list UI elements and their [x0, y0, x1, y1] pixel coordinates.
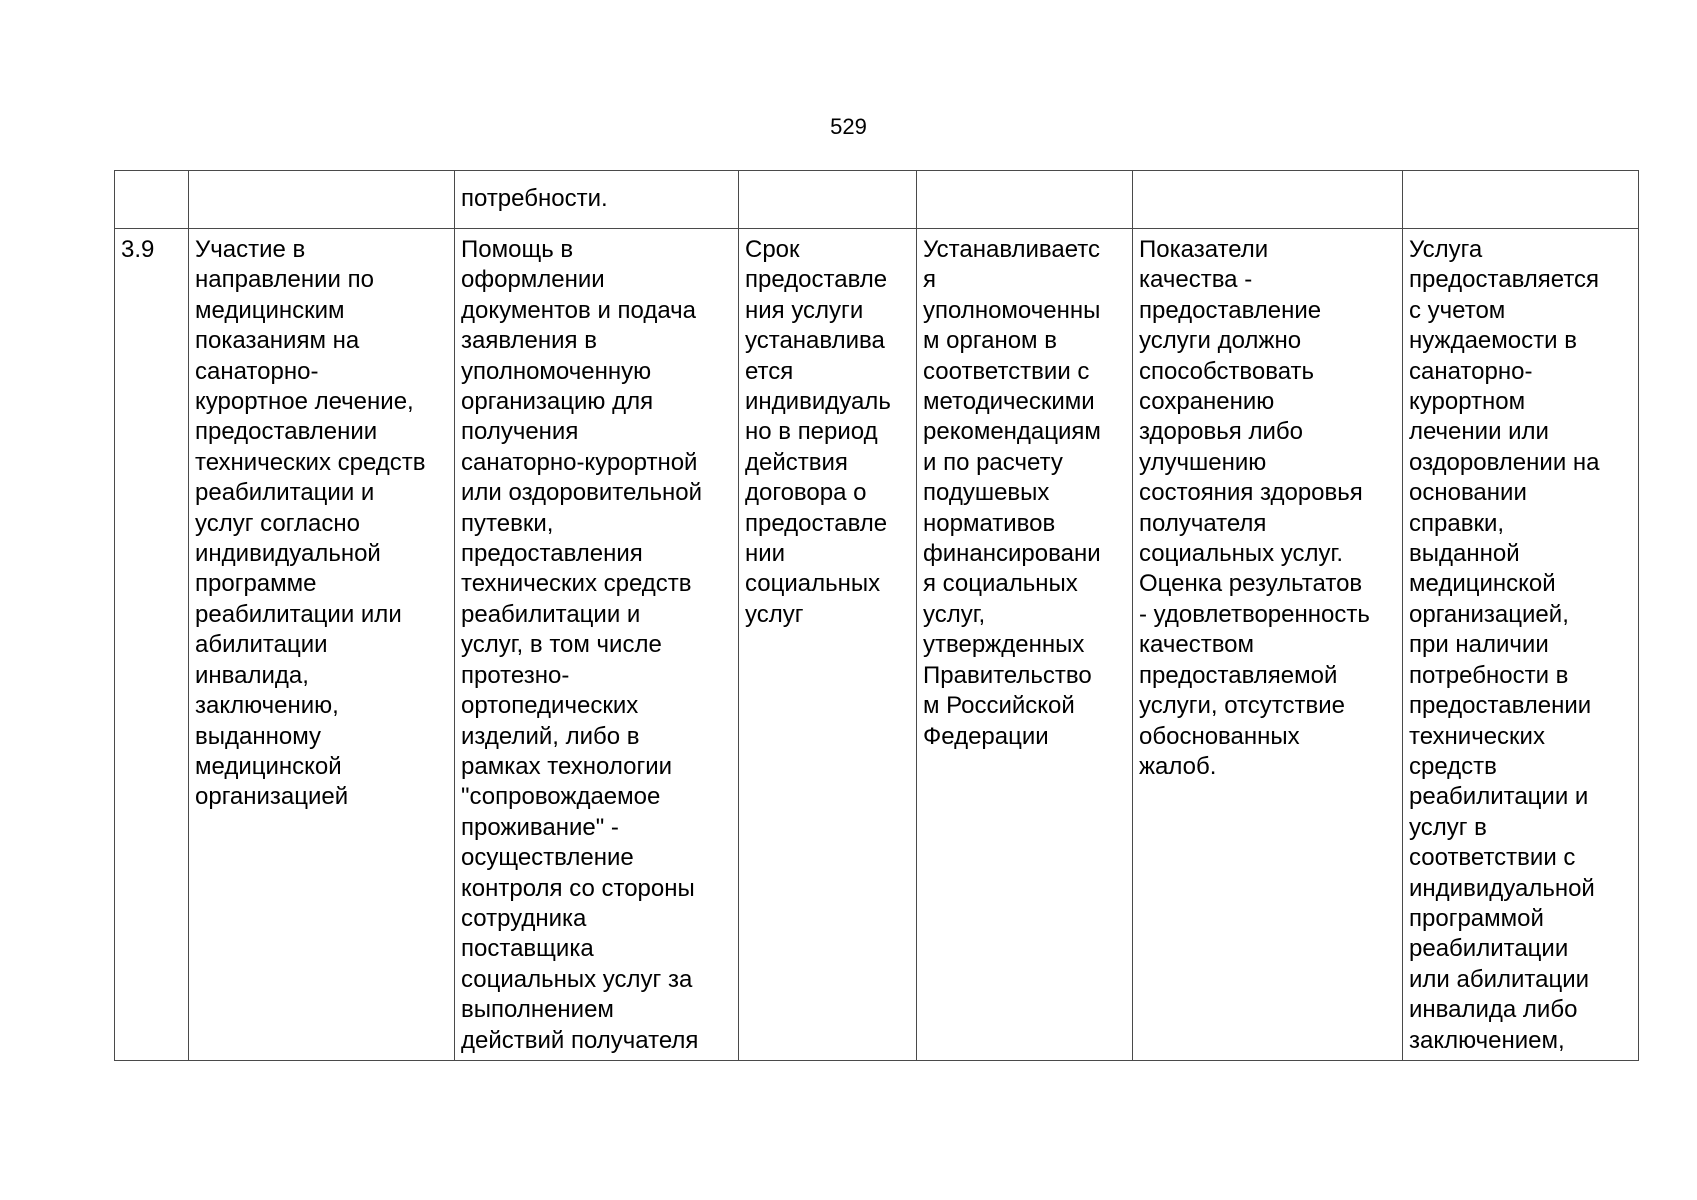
service-description-cell: Помощь в оформлении документов и подача заявления в уполномоченную организацию для получения санаторно-курортной или оздоровительной путевки, предоставления технических средств реабилитации и услуг, в том числе протезно- ортопедических изделий, либо в рамках технологии "сопровождаемое проживание" - осуществление контроля со стороны сотрудника поставщика социальных услуг за выполнением действий получателя: [455, 229, 739, 1061]
service-rate-cell: Устанавливаетс я уполномоченны м органом в соответствии с методическими рекомендациям и по расчету подушевых нормативов финансировани я социальных услуг, утвержденных Правительство м Российской Федерации: [917, 229, 1133, 1061]
table-row: [115, 229, 1639, 1061]
table-cell: [189, 171, 455, 229]
table-cell: потребности.: [455, 171, 739, 229]
service-conditions-cell: Услуга предоставляется с учетом нуждаемости в санаторно- курортном лечении или оздоровлении на основании справки, выданной медицинской организацией, при наличии потребности в предоставлении технических средств реабилитации и услуг в соответствии с индивидуальной программой реабилитации или абилитации инвалида либо заключением,: [1403, 229, 1639, 1061]
table-cell: [1133, 171, 1403, 229]
table-cell: [739, 171, 917, 229]
table-cell: [917, 171, 1133, 229]
service-name-cell: Участие в направлении по медицинским показаниям на санаторно- курортное лечение, предоставлении технических средств реабилитации и услуг согласно индивидуальной программе реабилитации или абилитации инвалида, заключению, выданному медицинской организацией: [189, 229, 455, 1061]
table-row-continuation: [115, 171, 1639, 229]
table-cell: [1403, 171, 1639, 229]
row-number: 3.9: [115, 229, 189, 1061]
services-table: [114, 170, 1639, 1061]
page-number: 529: [830, 114, 867, 139]
quality-indicators-cell: Показатели качества - предоставление услуги должно способствовать сохранению здоровья либо улучшению состояния здоровья получателя социальных услуг. Оценка результатов - удовлетворенность качеством предоставляемой услуги, отсутствие обоснованных жалоб.: [1133, 229, 1403, 1061]
service-term-cell: Срок предоставле ния услуги устанавлива ется индивидуаль но в период действия договора о предоставле нии социальных услуг: [739, 229, 917, 1061]
table-cell: [115, 171, 189, 229]
